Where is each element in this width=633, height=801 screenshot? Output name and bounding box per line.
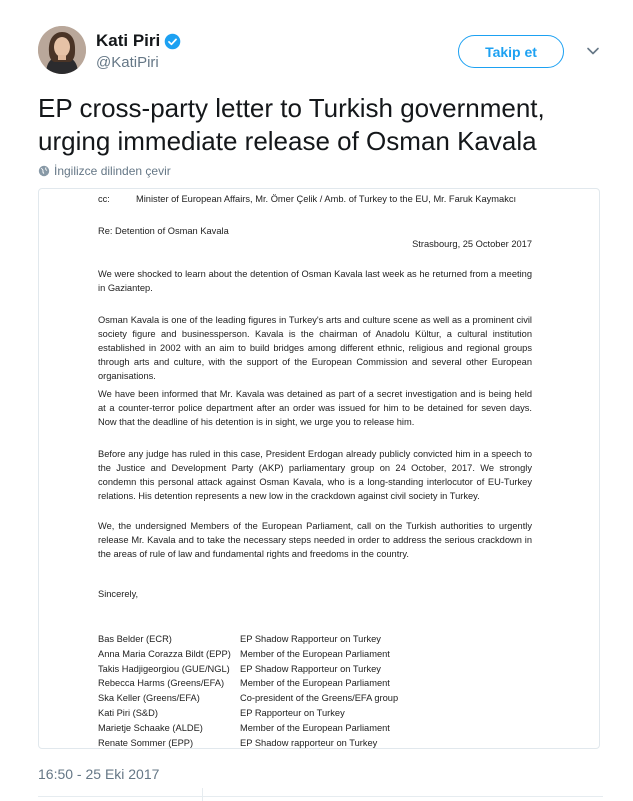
signatory-name: Marietje Schaake (ALDE) — [98, 722, 203, 733]
translate-link[interactable] — [38, 164, 171, 178]
letter-paragraph: We have been informed that Mr. Kavala was detained as part of a secret investigation and is being held at a counter-terror police department after an order was issued for him to be detained for seven days. Now that the deadline of his detention is in sight, we urge you to release him. — [98, 389, 532, 427]
display-name[interactable]: Kati Piri — [96, 31, 161, 50]
signatory-role: EP Shadow rapporteur on Turkey — [240, 737, 378, 748]
signatory-name: Rebecca Harms (Greens/EFA) — [98, 678, 225, 689]
tweet-header — [38, 26, 603, 80]
name-row — [96, 31, 181, 51]
tweet-timestamp[interactable]: 16:50 - 25 Eki 2017 — [38, 766, 160, 782]
signatory-name: Bas Belder (ECR) — [98, 634, 172, 644]
signatory-row — [98, 691, 532, 706]
signatory-list — [98, 632, 532, 749]
cc-text: Minister of European Affairs, Mr. Ömer Çelik / Amb. of Turkey to the EU, Mr. Faruk Kaymakcı — [136, 194, 517, 204]
signatory-name: Anna Maria Corazza Bildt (EPP) — [98, 648, 231, 659]
signatory-row — [98, 676, 532, 691]
signatory-name: Takis Hadjigeorgiou (GUE/NGL) — [98, 663, 230, 674]
translate-label[interactable]: İngilizce dilinden çevir — [54, 164, 171, 178]
signatory-name: Renate Sommer (EPP) — [98, 737, 194, 748]
letter-paragraph: Osman Kavala is one of the leading figures in Turkey's arts and culture scene as well as a prominent civil society figure and businessperson. Kavala is the chairman of Anadolu Kültur, a cultural institution established in 2002 with an aim to build bridges among different ethnic, religious and regional groups through arts and culture, with the support of the European Commission and several other European organisations. — [98, 315, 532, 381]
letter-paragraph: We were shocked to learn about the detention of Osman Kavala last week as he returned from a meeting in Gaziantep. — [98, 269, 532, 293]
letter-paragraph: Before any judge has ruled in this case, President Erdogan already publicly convicted him in a speech to the Justice and Development Party (AKP) parliamentary group on 24 October, 2017. We strongly condemn this personal attack against Osman Kavala, who is a long-standing interlocutor of EU-Turkey relations. His detention represents a new low in the crackdown against civil society in Turkey. — [98, 449, 532, 501]
letter-image[interactable] — [38, 188, 600, 749]
signatory-row — [98, 632, 532, 647]
letter-cc-line — [98, 192, 532, 206]
signatory-name: Kati Piri (S&D) — [98, 707, 158, 718]
letter-place-date: Strasbourg, 25 October 2017 — [412, 239, 532, 249]
letter-closing: Sincerely, — [98, 589, 139, 599]
signatory-role: EP Shadow Rapporteur on Turkey — [240, 663, 381, 674]
verified-badge-icon — [164, 33, 181, 50]
signatory-role: Co-president of the Greens/EFA group — [240, 693, 399, 704]
user-handle[interactable]: @KatiPiri — [96, 54, 159, 71]
signatory-role: Member of the European Parliament — [240, 648, 390, 659]
signatory-name: Ska Keller (Greens/EFA) — [98, 693, 200, 704]
follow-button[interactable]: Takip et — [458, 35, 564, 68]
divider — [38, 796, 603, 797]
tweet-text: EP cross-party letter to Turkish government, urging immediate release of Osman Kavala — [38, 93, 545, 156]
signatory-role: Member of the European Parliament — [240, 722, 390, 733]
chevron-down-icon[interactable] — [586, 44, 600, 58]
globe-icon — [38, 165, 50, 177]
cc-label: cc: — [98, 194, 110, 204]
letter-paragraph: We, the undersigned Members of the European Parliament, call on the Turkish authorities to urgently release Mr. Kavala and to take the necessary steps needed in order to address the serious crackdown in the areas of rule of law and fundamental rights and freedoms in the country. — [98, 521, 532, 559]
avatar[interactable] — [38, 26, 86, 74]
signatory-role: EP Rapporteur on Turkey — [240, 707, 345, 718]
divider — [202, 788, 203, 801]
signatory-role: EP Shadow Rapporteur on Turkey — [240, 634, 381, 644]
signatory-row — [98, 662, 532, 677]
signatory-row — [98, 647, 532, 662]
avatar-image — [38, 26, 86, 74]
signatory-row — [98, 721, 532, 736]
letter-subject: Re: Detention of Osman Kavala — [98, 226, 229, 236]
signatory-role: Member of the European Parliament — [240, 678, 390, 689]
signatory-row — [98, 736, 532, 749]
signatory-row — [98, 706, 532, 721]
